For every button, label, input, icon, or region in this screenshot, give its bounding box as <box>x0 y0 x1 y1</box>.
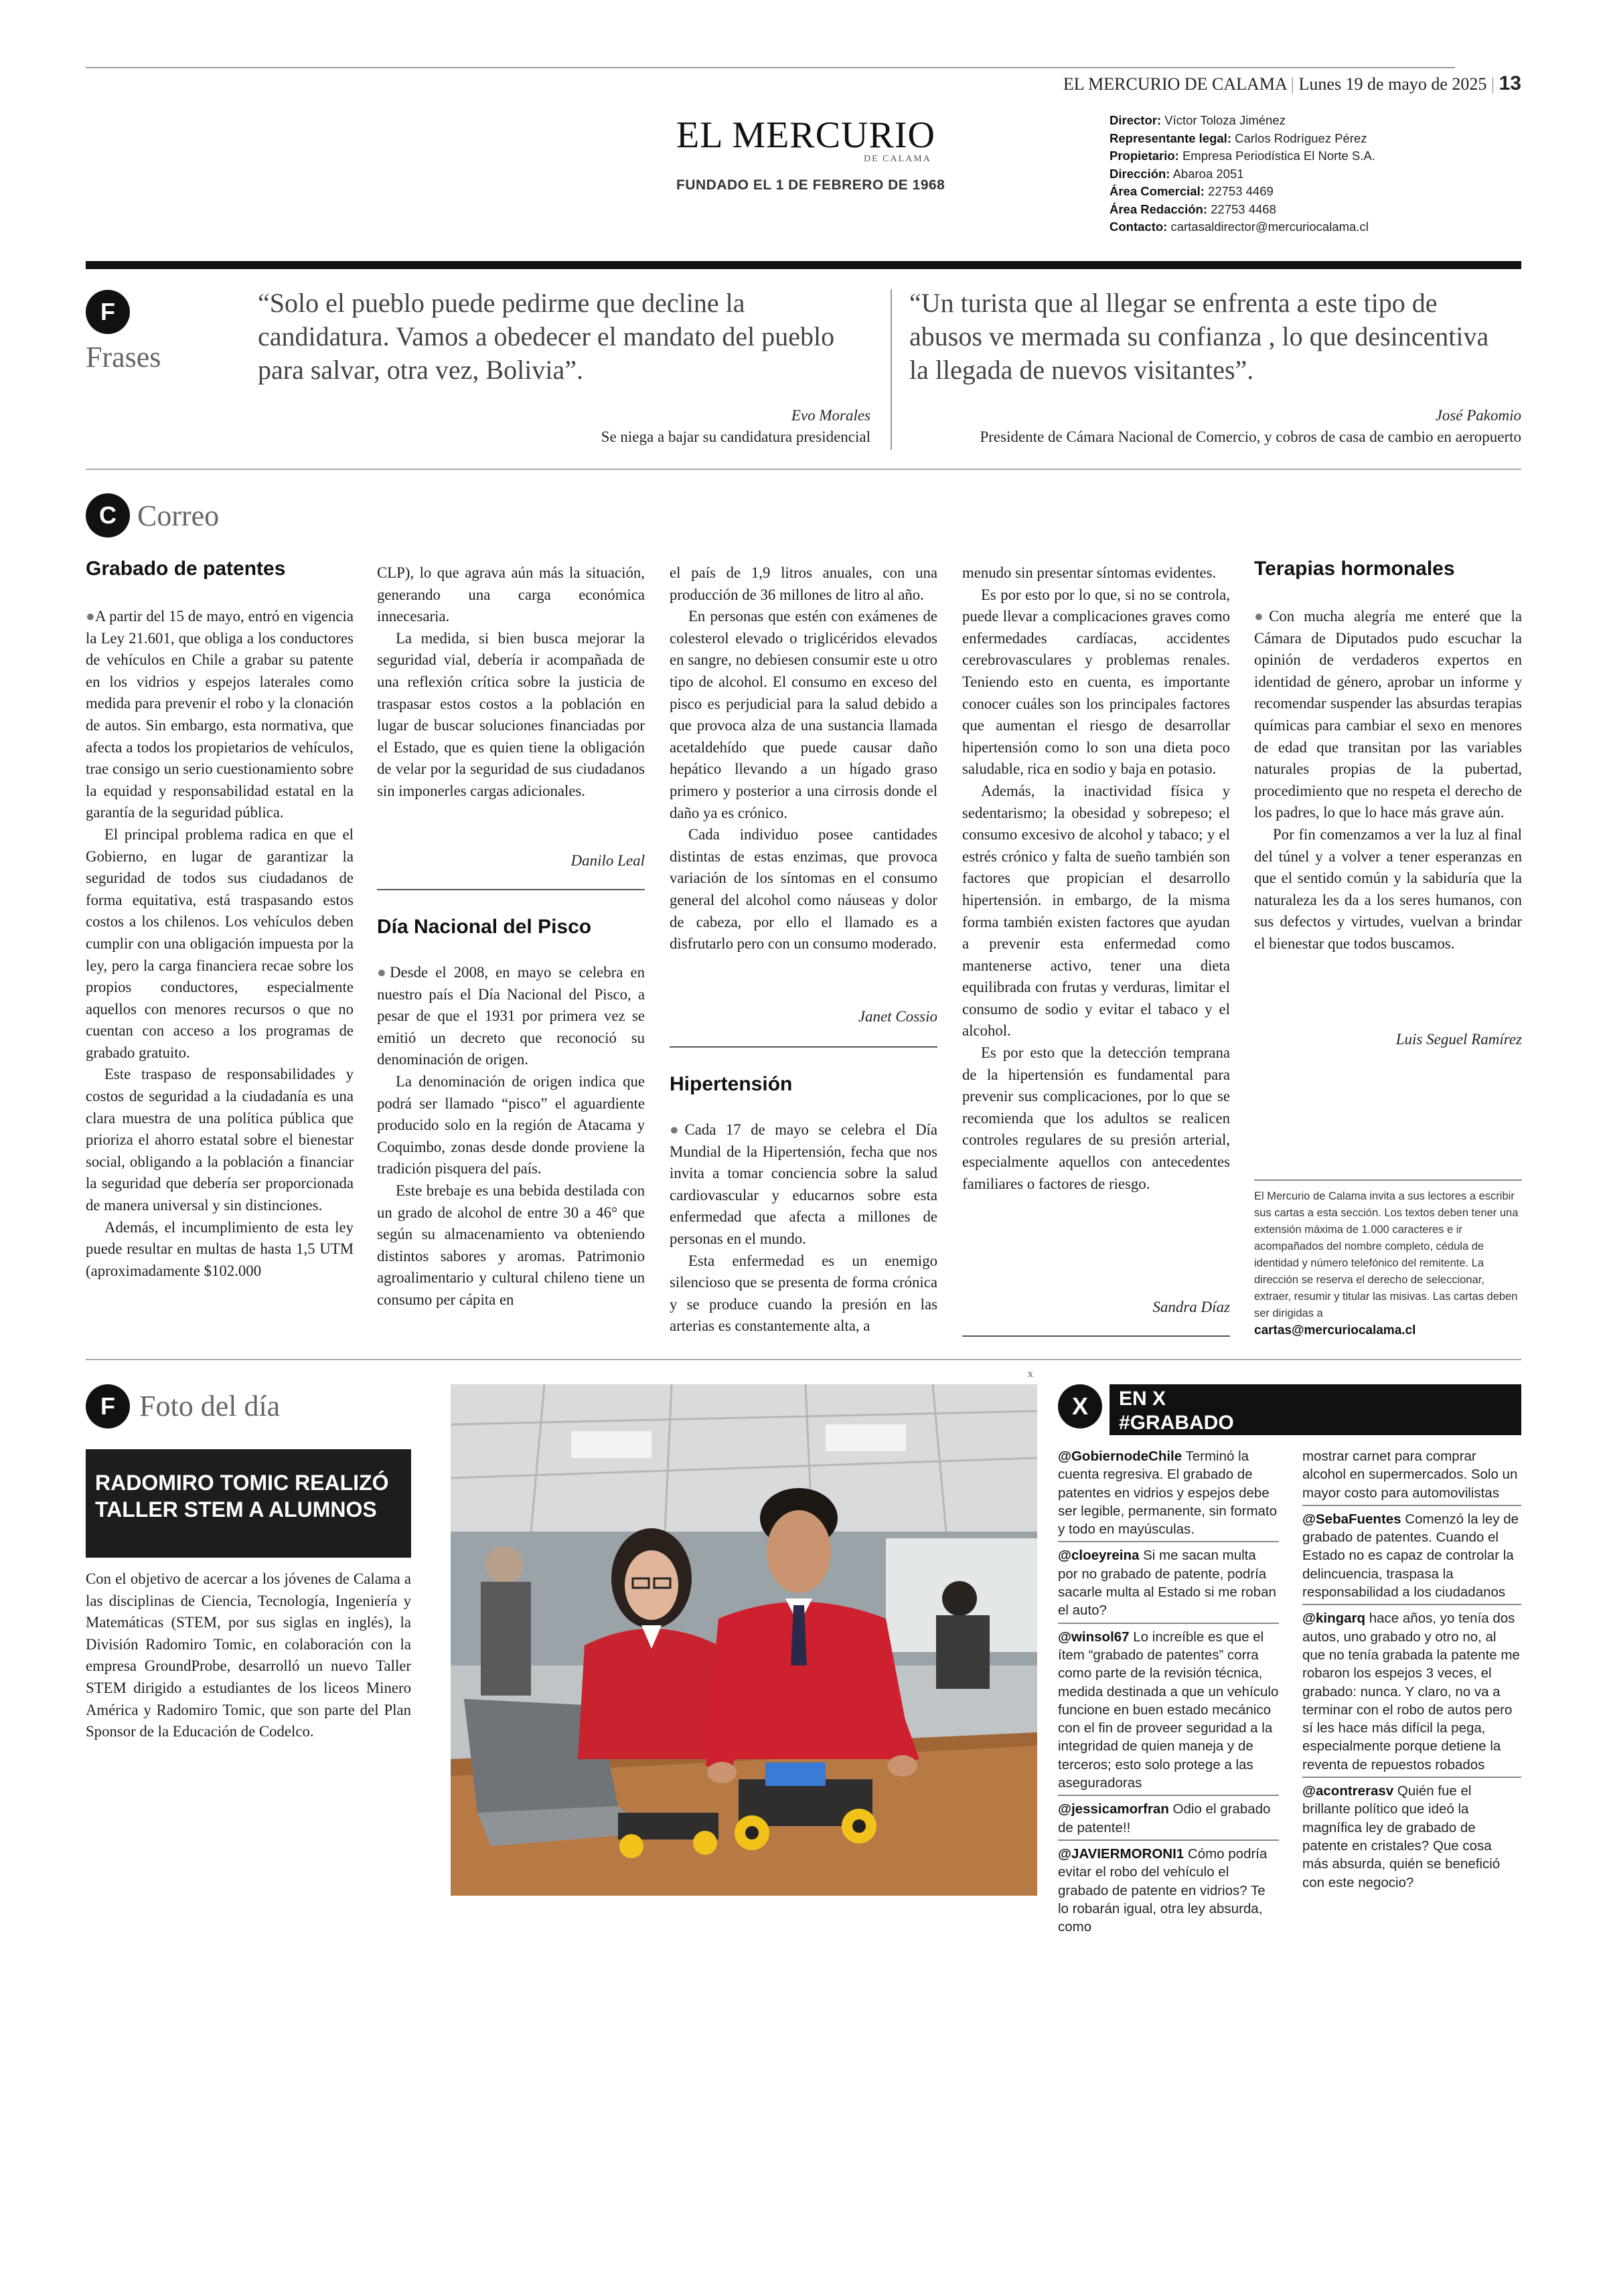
letter-patentes-body-2: CLP), lo que agrava aún más la situación, generando una carga económica innecesaria. La medida, si bien busca mejorar la seguridad vial, debería ir acompañada de una reflexión crítica sobre la justicia de traspasar estos costos a la población en lugar de buscar soluciones financiadas por el Estado, que es quien tiene la obligación de velar por la seguridad de sus ciudadanos sin imponerles cargas adicionales. <box>377 564 645 799</box>
signature-luis: Luis Seguel Ramírez <box>1395 1031 1522 1048</box>
tweet: @JAVIERMORONI1 Cómo podría evitar el robo del vehículo el grabado de patente en vidrios? Te lo robarán igual, otra ley absurda, como <box>1058 1846 1268 1935</box>
masthead-staff: Director: Víctor Toloza Jiménez Representante legal: Carlos Rodríguez Pérez Propietario: Empresa Periodística El Norte S.A. Dirección: Abaroa 2051 Área Comercial: 22753 4469 Área Redacción: 22753 4468 Contacto: cartasaldirector@mercuriocalama.cl <box>1109 113 1375 234</box>
quote-divider <box>891 289 892 450</box>
header-bar <box>86 261 1521 269</box>
photo-stem-workshop <box>451 1384 1037 1896</box>
folio-publication: EL MERCURIO DE CALAMA <box>1063 74 1287 94</box>
letter-divider <box>962 1335 1230 1337</box>
letter-pisco-body-2: el país de 1,9 litros anuales, con una producción de 36 millones de litro al año. En personas que estén con exámenes de colesterol elevado o triglicéridos elevados en sangre, no debiesen consumir este u otro tipo de alcohol. El consumo en exceso del pisco es perjudicial para la salud debido a que provoca alza de una sustancia llamada acetaldehído que puede causar daño hepático llevando a un hígado graso primero y posterior a una cirrosis donde el daño ya es crónico. Cada individuo posee cantidades distintas de estas enzimas, que provoca variación de los síntomas en el consumo general del alcohol como náuseas y dolor de cabeza, por ello el llamado es a disfrutarlo pero con un consumo moderado. <box>670 564 937 953</box>
letters-email[interactable]: cartas@mercuriocalama.cl <box>1254 1323 1416 1337</box>
tweets-column-left <box>1058 1443 1279 1939</box>
x-section-header <box>1109 1384 1521 1435</box>
x-title-line2: #GRABADO <box>1119 1412 1234 1434</box>
letter-heading-pisco: Día Nacional del Pisco <box>377 916 592 938</box>
tweet: @kingarq hace años, yo tenía dos autos, uno grabado y otro no, al que no tenía grabada la patente me robaron los espejos 3 veces, el grabado: nunca. Y claro, no va a terminar con el robo de autos pero sí les hace más difícil la pega, especialmente porque detiene la reventa de repuestos robados <box>1302 1605 1521 1778</box>
correo-bottom-rule <box>86 1359 1521 1360</box>
newspaper-logo: EL MERCURIO <box>676 114 935 156</box>
founded-line: FUNDADO EL 1 DE FEBRERO DE 1968 <box>676 177 945 193</box>
foto-headline: RADOMIRO TOMIC REALIZÓ TALLER STEM A ALUMNOS <box>95 1471 389 1522</box>
letter-hipertension-body-1: ●Cada 17 de mayo se celebra el Día Mundial de la Hipertensión, fecha que nos invita a tomar conciencia sobre la salud cardiovascular y educarnos sobre esta enfermedad que afecta a millones de personas en el mundo. Esta enfermedad es un enemigo silencioso que se presenta de forma crónica y se produce cuando la presión en las arterias es constantemente alta, a <box>670 1121 937 1335</box>
letters-note: El Mercurio de Calama invita a sus lectores a escribir sus cartas a esta sección. Los textos deben tener una extensión máxima de 1.000 caracteres e ir acompañados del nombre completo, cédula de identidad y número telefónico del remitente. La dirección se reserva el derecho de seleccionar, extraer, resumir y titular las misivas. Las cartas deben ser dirigidas a cartas@mercuriocalama.cl <box>1254 1190 1519 1337</box>
quote-1-author: Evo Morales <box>791 407 870 424</box>
newspaper-logo-sub: DE CALAMA <box>864 154 931 164</box>
x-badge: X <box>1058 1384 1102 1428</box>
letter-divider <box>670 1046 937 1048</box>
foto-caption: Con el objetivo de acercar a los jóvenes de Calama a las disciplinas de Ciencia, Tecnología, Ingeniería y Matemáticas (STEM, por sus siglas en inglés), la División Radomiro Tomic, en colaboración con la empresa GroundProbe, desarrolló un nuevo Taller STEM dirigido a estudiantes de los liceos Minero América y Radomiro Tomic, que son parte del Plan Sponsor de la Educación de Codelco. <box>86 1570 411 1740</box>
top-rule <box>86 67 1455 68</box>
signature-janet: Janet Cossio <box>858 1008 937 1025</box>
tweet: @winsol67 Lo increíble es que el ítem “grabado de patentes” corra como parte de la revisión técnica, medida destinada a que un vehículo funcione en buen estado mecánico con el fin de proveer seguridad a la integridad de quien maneja y de terceros; esto solo protege a las aseguradoras <box>1058 1624 1279 1797</box>
quote-2: “Un turista que al llegar se enfrenta a este tipo de abusos ve mermada su confianza , lo que desincentiva la llegada de nuevos visitantes”. <box>909 288 1489 385</box>
letter-heading-hipertension: Hipertensión <box>670 1073 793 1095</box>
correo-badge: C <box>86 493 130 538</box>
signature-danilo: Danilo Leal <box>570 852 645 869</box>
letter-divider <box>377 889 645 890</box>
x-title-line1: EN X <box>1119 1388 1166 1410</box>
page-number: 13 <box>1499 72 1521 94</box>
photo-close-icon[interactable]: x <box>1028 1368 1033 1380</box>
letter-hipertension-body-2: menudo sin presentar síntomas evidentes. Es por esto por lo que, si no se controla, puede llevar a complicaciones graves como enfermedades cardíacas, accidentes cerebrovasculares y problemas renales. Teniendo esto en cuenta, es importante conocer cuáles son los principales factores que aumentan el riesgo de desarrollar hipertensión como lo son una dieta poco saludable, rica en sodio y baja en potasio. Además, la inactividad física y sedentarismo; la obesidad y sobrepeso; el consumo excesivo de alcohol y tabaco; y el estrés crónico y falta de sueño también son factores que propician el desarrollo hipertensión. in embargo, de la misma forma también existen factores que ayudan a prevenir esta enfermedad como mantenerse activo, tener una dieta equilibrada con frutas y verduras, limitar el consumo de sodio y evitar el tabaco y el alcohol. Es por esto que la detección temprana de la hipertensión es fundamental para prevenir sus complicaciones, por lo que se recomienda que los adultos se realicen controles regulares de su presión arterial, especialmente aquellos con antecedentes familiares o factores de riesgo. <box>962 564 1230 1192</box>
folio: EL MERCURIO DE CALAMA | Lunes 19 de mayo de 2025 | 13 <box>1063 72 1521 94</box>
letter-heading-terapias: Terapias hormonales <box>1254 558 1455 580</box>
tweets-column-right <box>1302 1443 1521 1894</box>
letter-heading-patentes: Grabado de patentes <box>86 558 286 580</box>
letter-terapias-body: ●Con mucha alegría me enteré que la Cámara de Diputados pudo escuchar la opinión de verdaderos expertos en identidad de género, aprobar un informe y recomendar suspender las absurdas terapias químicas para cambiar el sexo en menores de edad que transitan por las variables naturales propias de la pubertad, procedimiento que no respeta el derecho de los padres, lo que lo hace más grave aún. Por fin comenzamos a ver la luz al final del túnel y a volver a tener esperanzas en que el sentido común y la sabiduría que la naturaleza les da a los seres humanos, con sus defectos y virtudes, vuelvan a brindar el bienestar que todos buscamos. <box>1254 608 1522 952</box>
tweet: @SebaFuentes Comenzó la ley de grabado de patentes. Cuando el Estado no es capaz de controlar la delincuencia, traspasa la responsabilidad a los ciudadanos <box>1302 1506 1521 1605</box>
correo-title: Correo <box>137 499 220 532</box>
folio-date: Lunes 19 de mayo de 2025 <box>1298 74 1487 94</box>
letter-patentes-body-1: ●A partir del 15 de mayo, entró en vigencia la Ley 21.601, que obliga a los conductores de vehículos en Chile a grabar su patente en los vidrios y espejos laterales como medida para prevenir el robo y la clonación de autos. Sin embargo, esta normativa, que afecta a todos los propietarios de vehículos, trae consigo un serio cuestionamiento sobre la equidad y responsabilidad estatal en la garantía de la seguridad pública. El principal problema radica en que el Gobierno, en lugar de garantizar la seguridad de todos sus ciudadanos de forma equitativa, está traspasando estos costos a los chilenos. Los vehículos deben cumplir con una obligación impuesta por la ley, pero la carga financiera recae sobre los propios conductores, especialmente aquellos con menores recursos o que no cuentan con acceso a los programas de grabado gratuito. Este traspaso de responsabilidades y costos de seguridad a la ciudadanía es una clara muestra de una política pública que prioriza el ahorro estatal sobre el bienestar social, obligando a la población a financiar la seguridad que debería ser proporcionada de manera universal y sin distinciones. Además, el incumplimiento de esta ley puede resultar en multas de hasta 1,5 UTM (aproximadamente $102.000 <box>86 608 354 1279</box>
tweet: @GobiernodeChile Terminó la cuenta regresiva. El grabado de patentes en vidrios y espejos debe ser legible, permanente, sin formato y todo en mayúsculas. <box>1058 1443 1279 1542</box>
frases-bottom-rule <box>86 469 1521 470</box>
photo-illustration <box>451 1384 1037 1896</box>
letter-pisco-body-1: ●Desde el 2008, en mayo se celebra en nuestro país el Día Nacional del Pisco, a pesar de que el 1931 por primera vez se emitió un decreto que reconoció su denominación de origen. La denominación de origen indica que podrá ser llamado “pisco” el aguardiente producido solo en la región de Atacama y Coquimbo, zonas desde donde proviene la tradición pisquera del país. Este brebaje es una bebida destilada con un grado de alcohol de entre 30 a 46° que según su almacenamiento va obteniendo distintos sabores y aromas. Patrimonio agroalimentario y cultural chileno tiene un consumo per cápita en <box>377 964 645 1308</box>
tweet: @cloeyreina Si me sacan multa por no grabado de patente, podría sacarle multa al Estado si me roban el auto? <box>1058 1542 1279 1623</box>
quote-1-role: Se niega a bajar su candidatura presidencial <box>601 428 870 445</box>
frases-title: Frases <box>86 341 161 374</box>
note-divider <box>1254 1179 1522 1181</box>
quote-2-role: Presidente de Cámara Nacional de Comercio, y cobros de casa de cambio en aeropuerto <box>980 428 1521 445</box>
foto-badge: F <box>86 1384 130 1428</box>
frases-badge: F <box>86 290 130 334</box>
foto-title: Foto del día <box>139 1390 281 1422</box>
quote-1: “Solo el pueblo puede pedirme que decline la candidatura. Vamos a obedecer el mandato del pueblo para salvar, otra vez, Bolivia”. <box>258 288 835 385</box>
tweet: @acontrerasv Quién fue el brillante político que ideó la magnífica ley de grabado de patente en cristales? Que cosa más absurda, quién se benefició con este negocio? <box>1302 1783 1501 1890</box>
foto-headline-box <box>86 1449 411 1558</box>
signature-sandra: Sandra Díaz <box>1152 1299 1230 1315</box>
quote-2-author: José Pakomio <box>1435 407 1521 424</box>
tweet: mostrar carnet para comprar alcohol en supermercados. Solo un mayor costo para automovilistas <box>1302 1443 1521 1506</box>
tweet: @jessicamorfran Odio el grabado de patente!! <box>1058 1796 1279 1841</box>
